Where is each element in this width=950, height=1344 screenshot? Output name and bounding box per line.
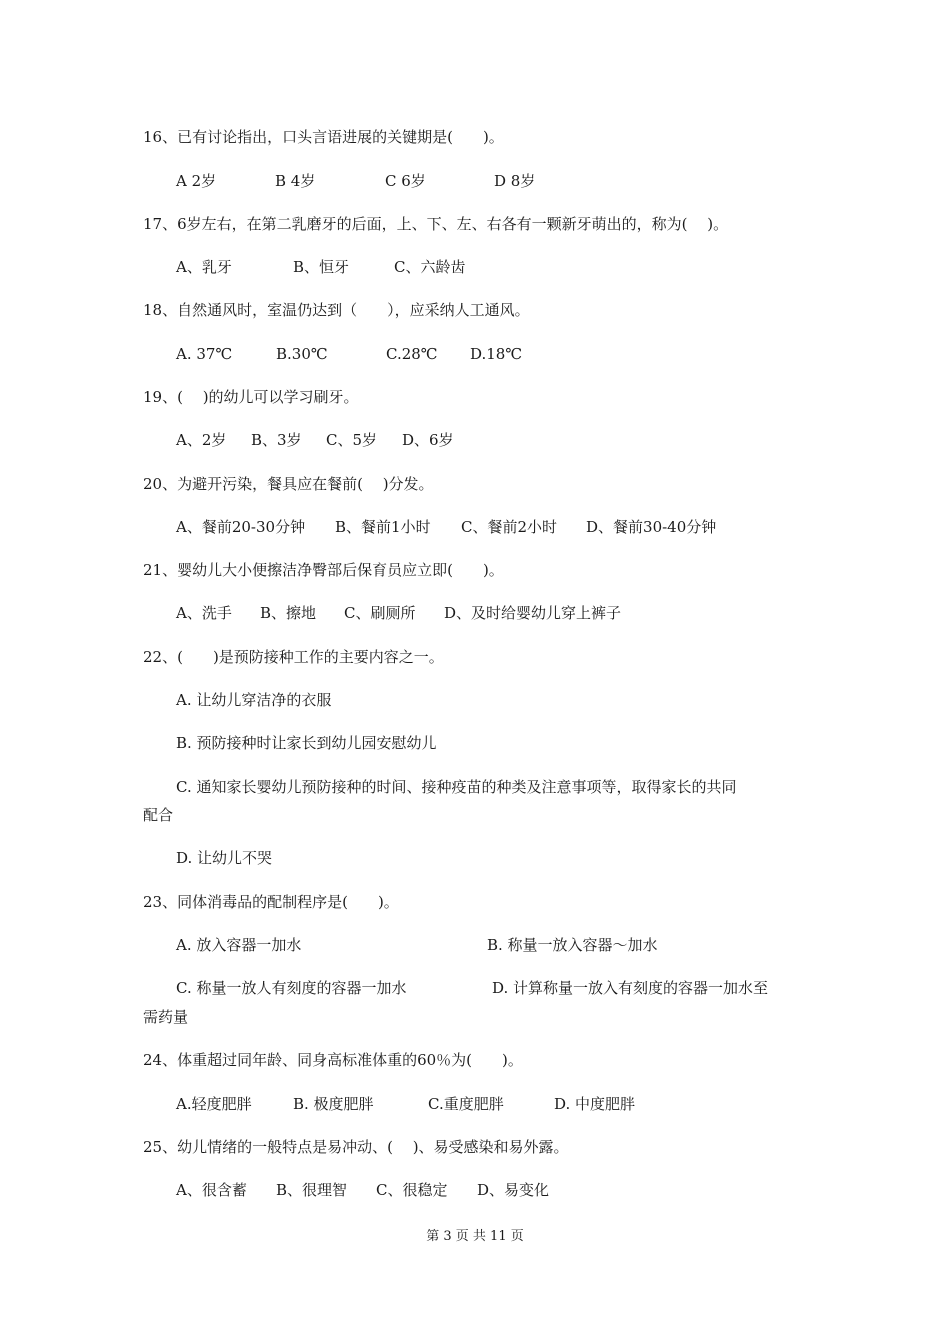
question-17-options [176,257,465,277]
question-22-option-a: A. 让幼儿穿洁净的衣服 [176,691,332,709]
option: C 6岁 [385,172,426,190]
option: A、乳牙 [176,258,232,276]
option: D 8岁 [494,172,536,190]
question-18-stem: 18、自然通风时，室温仍达到（ ），应采纳人工通风。 [143,301,530,319]
option: C、刷厕所 [344,604,416,622]
option: D、餐前30-40分钟 [586,518,717,536]
option: B、餐前1小时 [335,518,431,536]
option: C、餐前2小时 [461,518,558,536]
question-23-stem: 23、同体消毒品的配制程序是( )。 [143,893,399,911]
option: D.18℃ [470,345,523,363]
question-19-options [176,430,454,450]
option: D、易变化 [477,1181,550,1199]
question-23-option-d-continued: 需药量 [143,1008,189,1026]
question-22-stem: 22、( )是预防接种工作的主要内容之一。 [143,648,444,666]
question-22-option-c: C. 通知家长婴幼儿预防接种的时间、接种疫苗的种类及注意事项等，取得家长的共同 [176,778,737,796]
option: C.重度肥胖 [428,1095,504,1113]
page-number-footer: 第 3 页 共 11 页 [426,1229,524,1244]
option: A、很含蓄 [176,1181,247,1199]
option: B、擦地 [260,604,317,622]
option: A.轻度肥胖 [176,1095,252,1113]
option: C、5岁 [326,431,378,449]
option: C、很稳定 [376,1181,448,1199]
option: A、餐前20-30分钟 [176,518,306,536]
question-21-options [176,603,621,623]
option: A、2岁 [176,431,227,449]
option: C.28℃ [386,345,438,363]
option: B、3岁 [251,431,302,449]
option: A. 37℃ [176,345,233,363]
question-23-option-a: A. 放入容器一加水 [176,936,302,954]
question-20-stem: 20、为避开污染，餐具应在餐前( )分发。 [143,475,434,493]
question-17-stem: 17、6岁左右，在第二乳磨牙的后面，上、下、左、右各有一颗新牙萌出的，称为( )。 [143,215,729,233]
question-22-option-b: B. 预防接种时让家长到幼儿园安慰幼儿 [176,734,437,752]
question-23-option-d: D. 计算称量一放入有刻度的容器一加水至 [492,979,769,997]
question-25-options [176,1180,549,1200]
option: B、恒牙 [293,258,350,276]
question-20-options [176,517,716,537]
option: B. 极度肥胖 [293,1095,374,1113]
option: A、洗手 [176,604,232,622]
question-25-stem: 25、幼儿情绪的一般特点是易冲动、( )、易受感染和易外露。 [143,1138,569,1156]
question-24-options [176,1094,635,1114]
question-19-stem: 19、( )的幼儿可以学习刷牙。 [143,388,359,406]
question-23-option-c: C. 称量一放人有刻度的容器一加水 [176,979,407,997]
question-16-options [176,171,535,191]
option: D. 中度肥胖 [554,1095,636,1113]
option: B.30℃ [276,345,328,363]
question-18-options [176,344,522,364]
option: D、6岁 [402,431,454,449]
question-23-option-b: B. 称量一放入容器～加水 [487,936,658,954]
option: B、很理智 [276,1181,348,1199]
question-16-stem: 16、已有讨论指出，口头言语进展的关键期是( )。 [143,128,504,146]
option: C、六龄齿 [394,258,466,276]
question-24-stem: 24、体重超过同年龄、同身高标准体重的60％为( )。 [143,1051,523,1069]
option: B 4岁 [275,172,316,190]
question-22-option-d: D. 让幼儿不哭 [176,849,273,867]
option: D、及时给婴幼儿穿上裤子 [444,604,622,622]
question-22-option-c-continued: 配合 [143,806,174,824]
question-21-stem: 21、婴幼儿大小便擦洁净臀部后保育员应立即( )。 [143,561,504,579]
option: A 2岁 [176,172,217,190]
